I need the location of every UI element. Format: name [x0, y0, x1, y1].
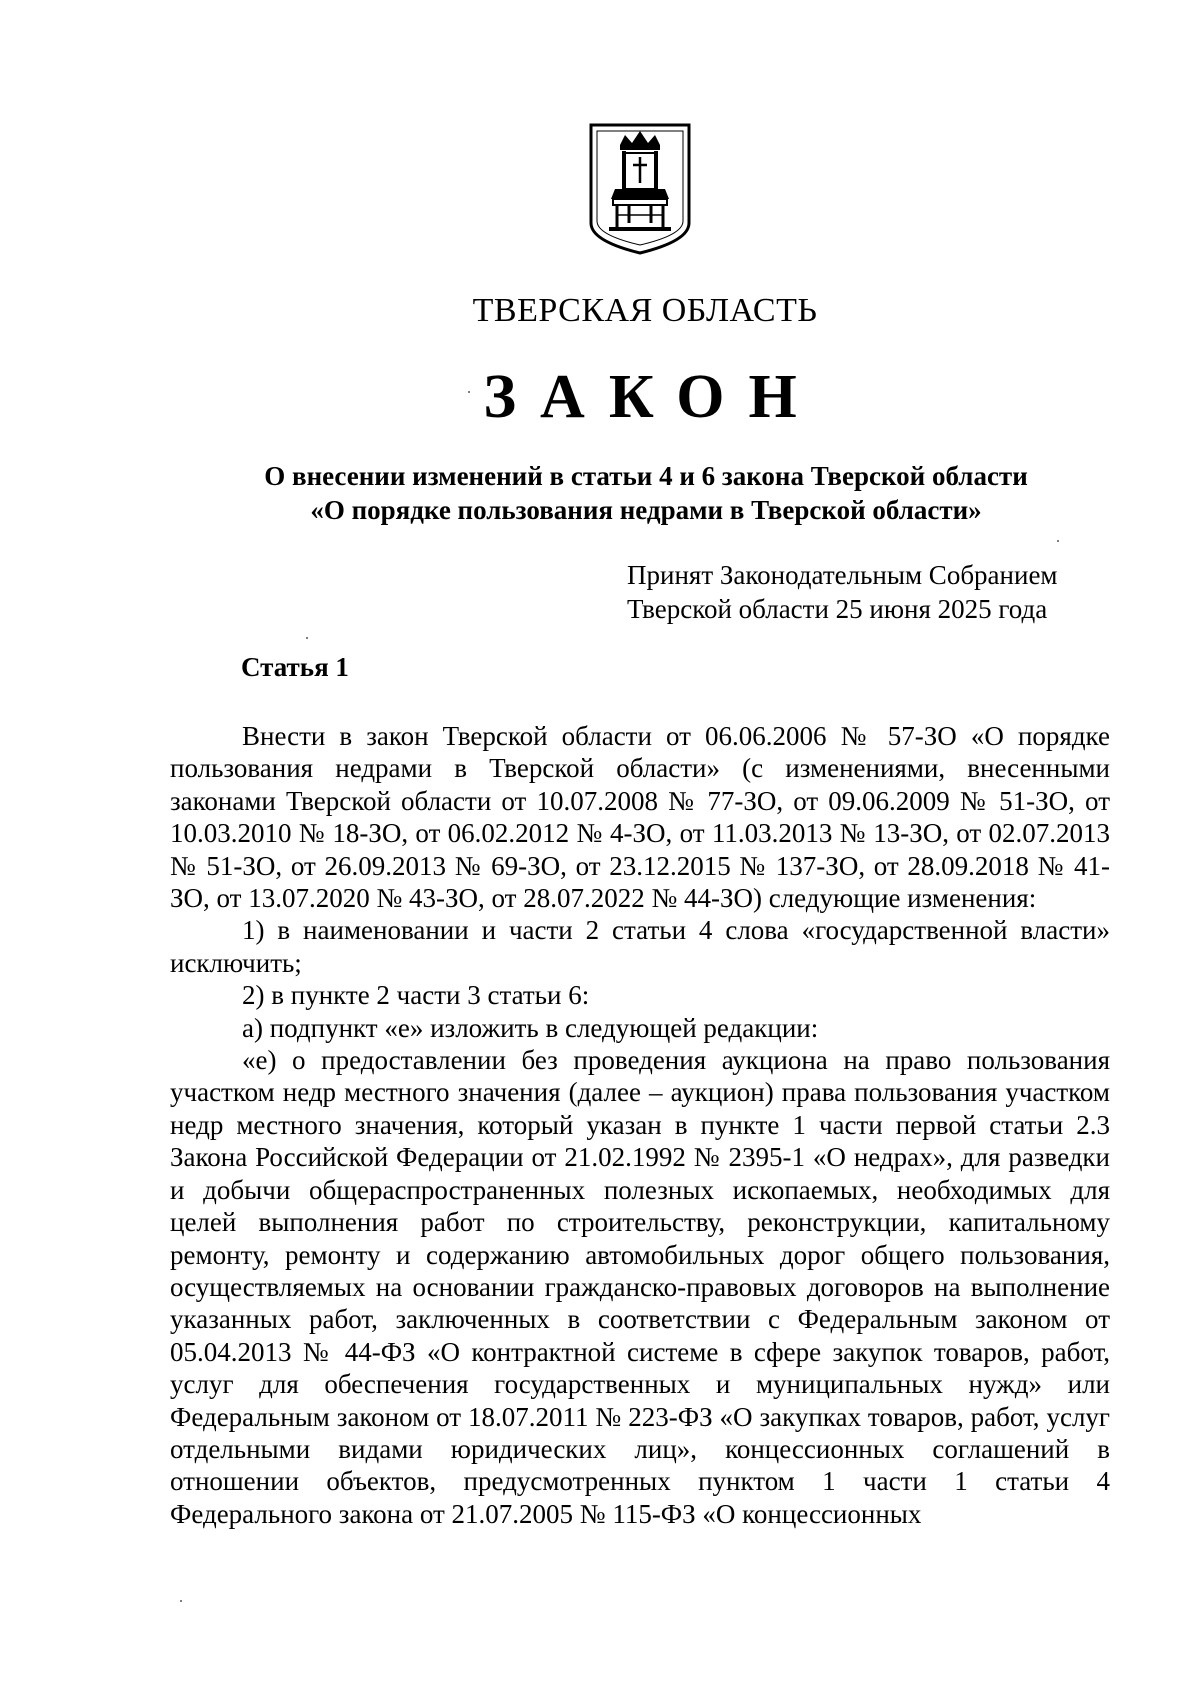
law-title-line-1: О внесении изменений в статьи 4 и 6 закона Тверской области: [264, 461, 1028, 491]
paragraph: «е) о предоставлении без проведения аукциона на право пользования участком недр местного значения (далее – аукцион) права пользования участком недр местного значения, который указан в пункте 1 части первой статьи 2.3 Закона Российской Федерации от 21.02.1992 № 2395-1 «О недрах», для разведки и добычи общераспространенных полезных ископаемых, необходимых для целей выполнения работ по строительству, реконструкции, капитальному ремонту, ремонту и содержанию автомобильных дорог общего пользования, осуществляемых на основании гражданско-правовых договоров на выполнение указанных работ, заключенных в соответствии с Федеральным законом от 05.04.2013 № 44-ФЗ «О контрактной системе в сфере закупок товаров, работ, услуг для обеспечения государственных и муниципальных нужд» или Федеральным законом от 18.07.2011 № 223-ФЗ «О закупках товаров, работ, услуг отдельными видами юридических лиц», концессионных соглашений в отношении объектов, предусмотренных пунктом 1 части 1 статьи 4 Федерального закона от 21.07.2005 № 115-ФЗ «О концессионных: [170, 1045, 1110, 1529]
paragraph: Внести в закон Тверской области от 06.06.2006 № 57-ЗО «О порядке пользования недрами в Тверской области» (с изменениями, внесенными законами Тверской области от 10.07.2008 № 77-ЗО, от 09.06.2009 № 51-ЗО, от 10.03.2010 № 18-ЗО, от 06.02.2012 № 4-ЗО, от 11.03.2013 № 13-ЗО, от 02.07.2013 № 51-ЗО, от 26.09.2013 № 69-ЗО, от 23.12.2015 № 137-ЗО, от 28.09.2018 № 41-ЗО, от 13.07.2020 № 43-ЗО, от 28.07.2022 № 44-ЗО) следующие изменения:: [170, 721, 1110, 914]
law-title: [120, 459, 1172, 527]
paragraph: а) подпункт «е» изложить в следующей редакции:: [242, 1012, 819, 1043]
scan-speck: [1057, 540, 1059, 542]
document-type: ЗАКОН: [483, 363, 821, 431]
scan-speck: [468, 391, 470, 393]
article-heading: Статья 1: [241, 652, 349, 682]
paragraph: 2) в пункте 2 части 3 статьи 6:: [242, 980, 590, 1011]
region-name: ТВЕРСКАЯ ОБЛАСТЬ: [472, 292, 818, 329]
article-body: [170, 720, 1110, 1530]
law-title-line-2: «О порядке пользования недрами в Тверской области»: [310, 495, 982, 525]
scan-speck: [306, 637, 308, 639]
scan-speck: [180, 1600, 182, 1602]
adoption-line-1: Принят Законодательным Собранием: [627, 560, 1058, 590]
paragraph: 1) в наименовании и части 2 статьи 4 слова «государственной власти» исключить;: [170, 915, 1110, 978]
adoption-line-2: Тверской области 25 июня 2025 года: [627, 594, 1048, 624]
adoption-note: [627, 558, 1107, 626]
tver-coat-of-arms-icon: [587, 123, 693, 255]
